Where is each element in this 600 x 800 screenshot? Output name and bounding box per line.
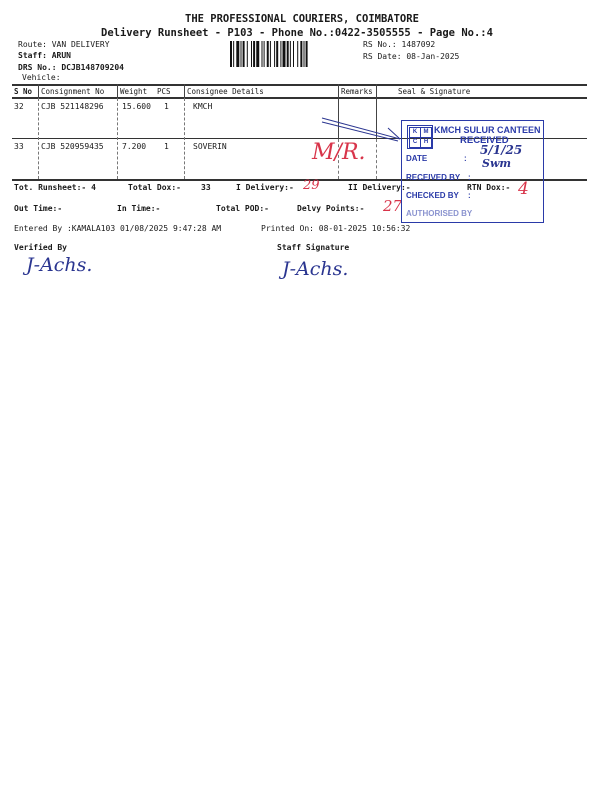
i-delivery-label: I Delivery:-	[236, 183, 294, 192]
tot-runsheet: Tot. Runsheet:- 4	[14, 183, 96, 192]
row-consignee: SOVERIN	[193, 142, 227, 151]
in-time: In Time:-	[117, 204, 161, 213]
barcode-bar	[304, 41, 305, 67]
barcode-bar	[297, 41, 298, 67]
barcode-bar	[287, 41, 289, 67]
total-dox-value: 33	[201, 183, 211, 192]
col-divider	[117, 98, 118, 179]
barcode-bar	[300, 41, 302, 67]
i-delivery-value: 29	[303, 178, 320, 193]
logo-letter: C	[409, 137, 421, 148]
vehicle-label: Vehicle:	[22, 73, 61, 82]
col-divider	[184, 84, 185, 98]
col-header-weight: Weight	[120, 87, 148, 96]
col-divider	[38, 98, 39, 179]
total-pod: Total POD:-	[216, 204, 269, 213]
barcode-bar	[306, 41, 308, 67]
row-consignment: CJB 521148296	[41, 102, 104, 111]
total-dox-label: Total Dox:-	[128, 183, 181, 192]
colon: :	[468, 191, 471, 200]
route-label: Route: VAN DELIVERY	[18, 40, 110, 49]
barcode-bar	[293, 41, 294, 67]
barcode-bar	[270, 41, 271, 67]
rs-number: RS No.: 1487092	[363, 40, 436, 49]
col-header-sno: S No	[14, 87, 33, 96]
rs-date: RS Date: 08-Jan-2025	[363, 52, 460, 61]
verified-by-label: Verified By	[14, 243, 67, 252]
barcode-bar	[241, 41, 242, 67]
logo-letter: H	[420, 137, 432, 148]
logo-letter: M	[420, 127, 432, 138]
barcode-bar	[280, 41, 281, 67]
barcode-bar	[233, 41, 234, 67]
barcode-bar	[243, 41, 245, 67]
barcode-icon	[230, 41, 360, 67]
received-stamp	[401, 120, 544, 223]
row-pcs: 1	[164, 142, 169, 151]
printed-on: Printed On: 08-01-2025 10:56:32	[261, 224, 411, 233]
col-header-seal: Seal & Signature	[398, 87, 471, 96]
drs-number: DRS No.: DCJB148709204	[18, 63, 124, 72]
col-header-consignment: Consignment No	[41, 87, 105, 96]
company-name: THE PROFESSIONAL COURIERS, COIMBATORE	[185, 13, 419, 25]
row-weight: 7.200	[122, 142, 147, 151]
stamp-date-value: 5/1/25	[480, 143, 523, 157]
col-header-remarks: Remarks	[341, 87, 373, 96]
barcode-bar	[230, 41, 232, 67]
stamp-date-label: DATE	[406, 154, 428, 163]
stamp-received-by-label: RECEIVED BY	[406, 173, 461, 182]
col-divider	[184, 98, 185, 179]
out-time: Out Time:-	[14, 204, 63, 213]
stamp-sign-value: Swm	[482, 157, 512, 170]
col-divider	[117, 84, 118, 98]
stamp-received: RECEIVED	[460, 135, 509, 146]
delvy-points-label: Delvy Points:-	[297, 204, 365, 213]
stamp-title: KMCH SULUR CANTEEN	[434, 125, 541, 135]
barcode-bar	[253, 41, 255, 67]
row-pcs: 1	[164, 102, 169, 111]
remarks-initials: M/R.	[312, 140, 366, 165]
row-sno: 32	[14, 102, 24, 111]
row-consignee: KMCH	[193, 102, 213, 111]
barcode-bar	[290, 41, 291, 67]
staff-signature-label: Staff Signature	[277, 243, 350, 252]
staff-label: Staff: ARUN	[18, 51, 71, 60]
col-header-pcs: PCS	[157, 87, 171, 96]
row-weight: 15.600	[122, 102, 151, 111]
barcode-bar	[276, 41, 278, 67]
rtn-dox-label: RTN Dox:-	[467, 183, 511, 192]
barcode-bar	[267, 41, 269, 67]
barcode-bar	[236, 41, 239, 67]
table-top-border	[12, 84, 587, 86]
entered-by: Entered By :KAMALA103 01/08/2025 9:47:28 AM	[14, 224, 222, 233]
colon: :	[464, 154, 467, 163]
barcode-bar	[262, 41, 263, 67]
ii-delivery-label: II Delivery:-	[348, 183, 411, 192]
barcode-bar	[274, 41, 275, 67]
row-sno: 33	[14, 142, 24, 151]
barcode-bar	[247, 41, 248, 67]
verified-by-signature: J-Achs.	[26, 254, 93, 276]
table-header-border	[12, 97, 587, 99]
runsheet-subtitle: Delivery Runsheet - P103 - Phone No.:0422-3505555 - Page No.:4	[101, 27, 493, 39]
barcode-bar	[256, 41, 259, 67]
col-header-consignee: Consignee Details	[187, 87, 264, 96]
stamp-authorised-by-label: AUTHORISED BY	[406, 209, 473, 218]
logo-letter: K	[409, 127, 421, 138]
stamp-checked-by-label: CHECKED BY	[406, 191, 459, 200]
barcode-bar	[251, 41, 252, 67]
barcode-bar	[264, 41, 265, 67]
delvy-points-value: 27	[383, 197, 403, 215]
barcode-bar	[283, 41, 286, 67]
staff-signature: J-Achs.	[282, 258, 349, 280]
colon: :	[468, 173, 471, 182]
rtn-dox-value: 4	[518, 179, 529, 199]
kmch-logo-icon	[407, 125, 433, 149]
row-consignment: CJB 520959435	[41, 142, 104, 151]
col-divider	[38, 84, 39, 98]
